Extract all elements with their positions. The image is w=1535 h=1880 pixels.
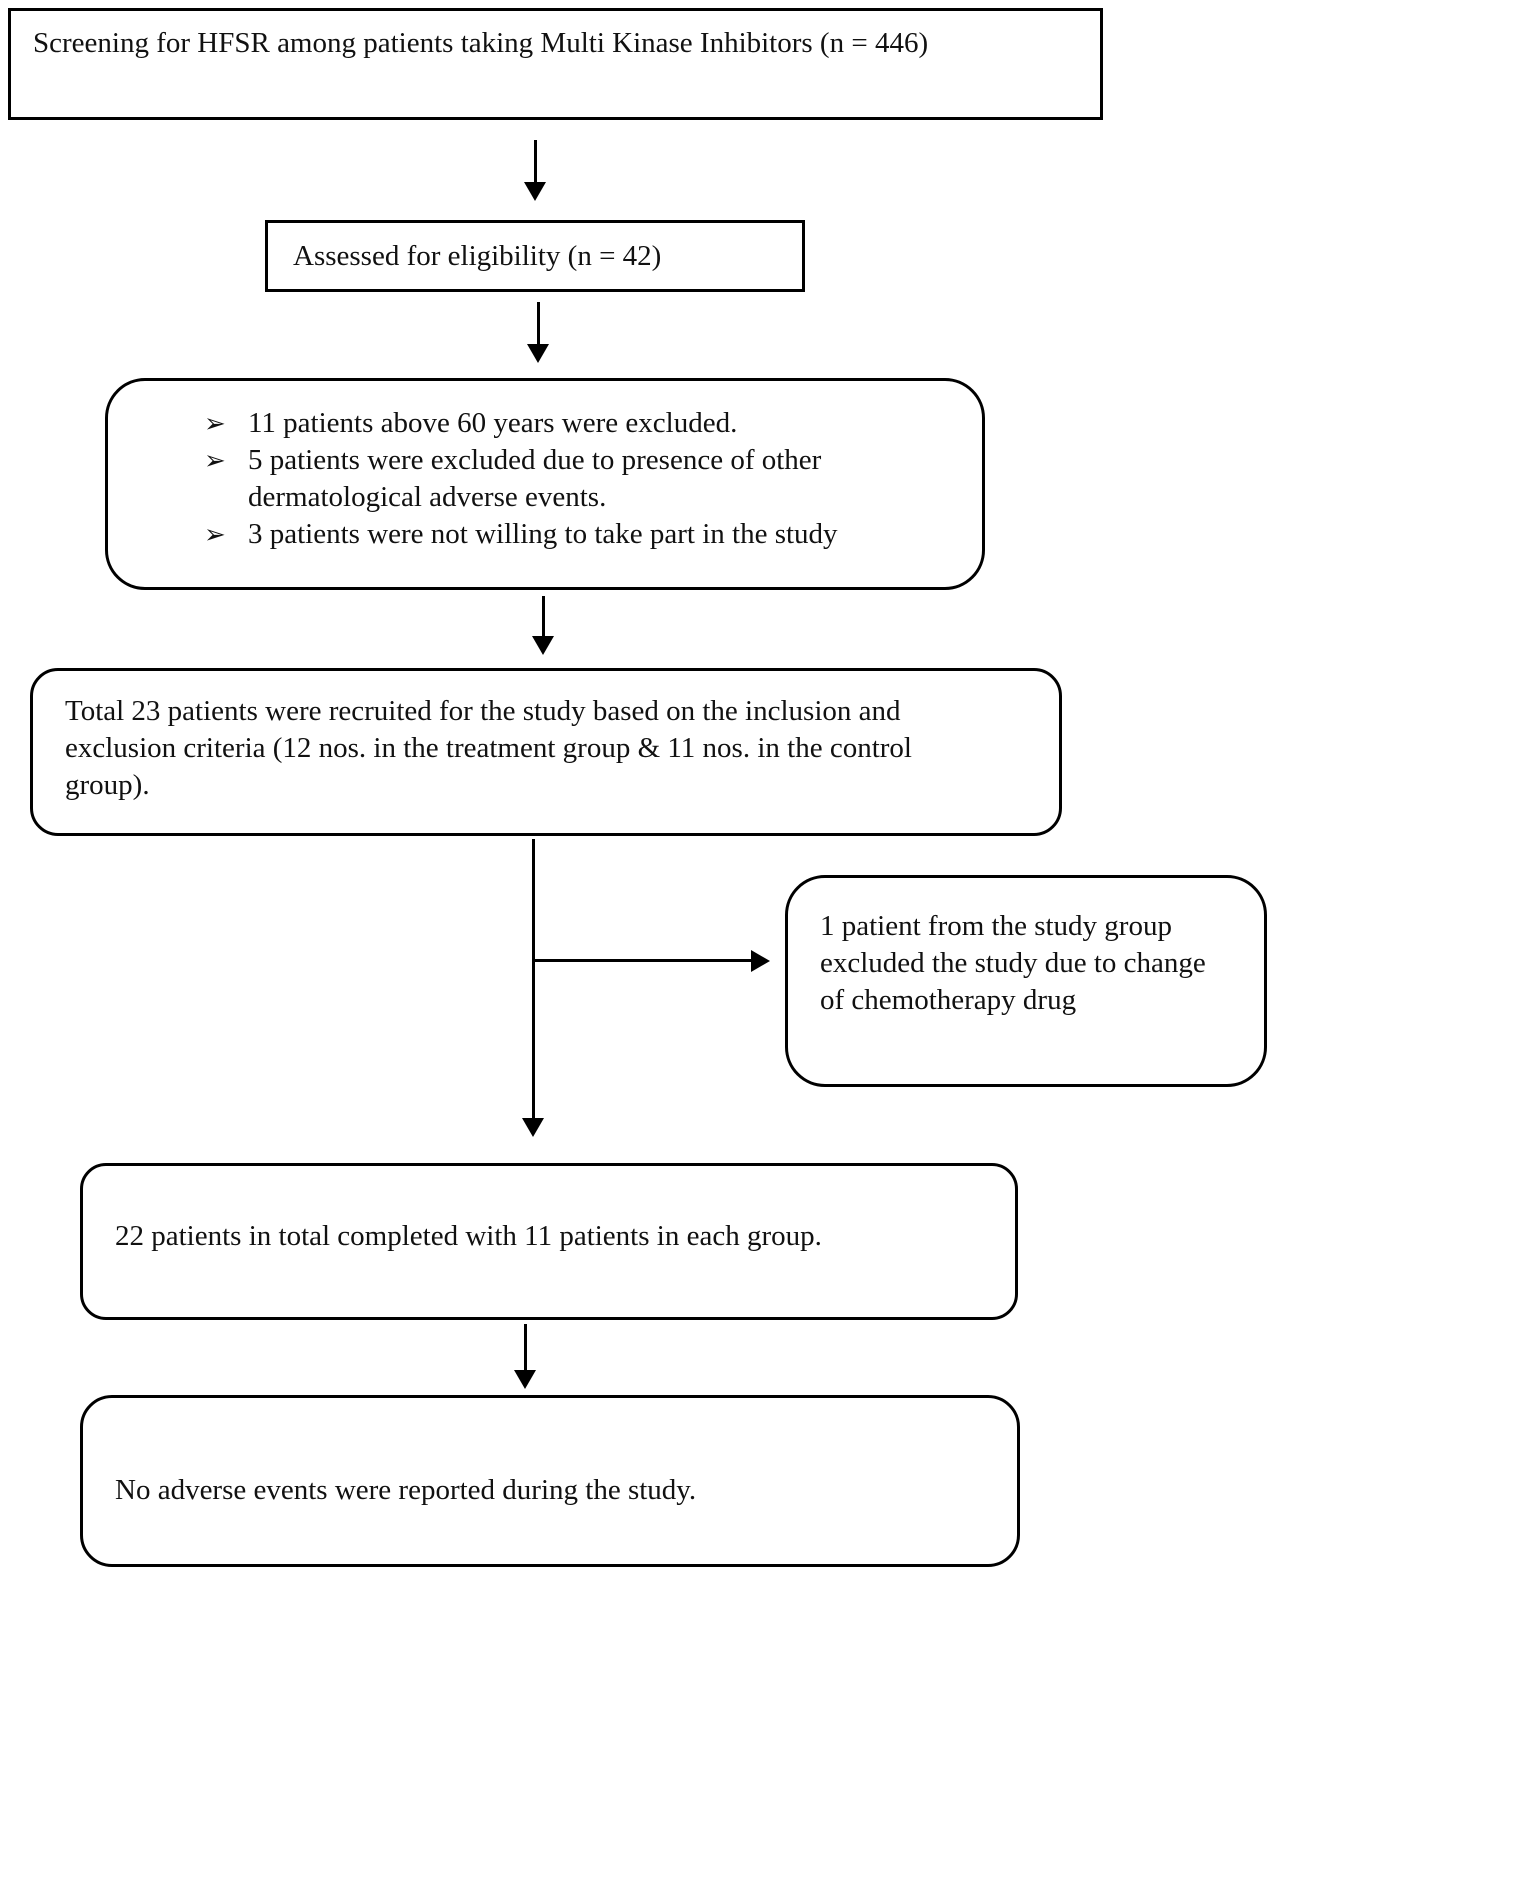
bullet-arrow-icon: ➢ bbox=[204, 409, 226, 438]
adverse-events-box bbox=[80, 1395, 1020, 1567]
dropout-box bbox=[785, 875, 1267, 1087]
arrow-down-icon bbox=[514, 1370, 536, 1389]
connector-eligibility-to-exclusions bbox=[537, 302, 540, 346]
eligibility-text: Assessed for eligibility (n = 42) bbox=[293, 240, 662, 272]
connector-screening-to-eligibility bbox=[534, 140, 537, 184]
eligibility-box bbox=[265, 220, 805, 292]
arrow-down-icon bbox=[527, 344, 549, 363]
arrow-down-icon bbox=[522, 1118, 544, 1137]
recruited-text: Total 23 patients were recruited for the study based on the inclusion and exclusion criteria (12 nos. in the treatment group & 11 nos. in the control group). bbox=[65, 695, 912, 802]
exclusions-box bbox=[105, 378, 985, 590]
completed-text: 22 patients in total completed with 11 patients in each group. bbox=[115, 1220, 822, 1252]
arrow-right-icon bbox=[751, 950, 770, 972]
list-item bbox=[204, 442, 924, 516]
connector-completed-to-adverse bbox=[524, 1324, 527, 1372]
exclusions-list bbox=[108, 381, 982, 553]
arrow-down-icon bbox=[524, 182, 546, 201]
connector-branch-to-dropout bbox=[535, 959, 753, 962]
list-item bbox=[204, 516, 924, 553]
bullet-arrow-icon: ➢ bbox=[204, 520, 226, 550]
bullet-arrow-icon: ➢ bbox=[204, 446, 226, 476]
recruited-box bbox=[30, 668, 1062, 836]
adverse-events-text: No adverse events were reported during the study. bbox=[115, 1474, 697, 1506]
exclusion-item-text: 11 patients above 60 years were excluded. bbox=[248, 407, 738, 439]
dropout-text: 1 patient from the study group excluded the study due to change of chemotherapy drug bbox=[820, 910, 1206, 1017]
arrow-down-icon bbox=[532, 636, 554, 655]
completed-box bbox=[80, 1163, 1018, 1320]
connector-exclusions-to-recruited bbox=[542, 596, 545, 638]
exclusion-item-text: 5 patients were excluded due to presence of other dermatological adverse events. bbox=[248, 444, 822, 514]
screening-box bbox=[8, 8, 1103, 120]
list-item bbox=[204, 405, 924, 442]
exclusion-item-text: 3 patients were not willing to take part in the study bbox=[248, 518, 838, 551]
screening-text: Screening for HFSR among patients taking Multi Kinase Inhibitors (n = 446) bbox=[33, 27, 929, 59]
connector-recruited-to-completed bbox=[532, 839, 535, 1120]
